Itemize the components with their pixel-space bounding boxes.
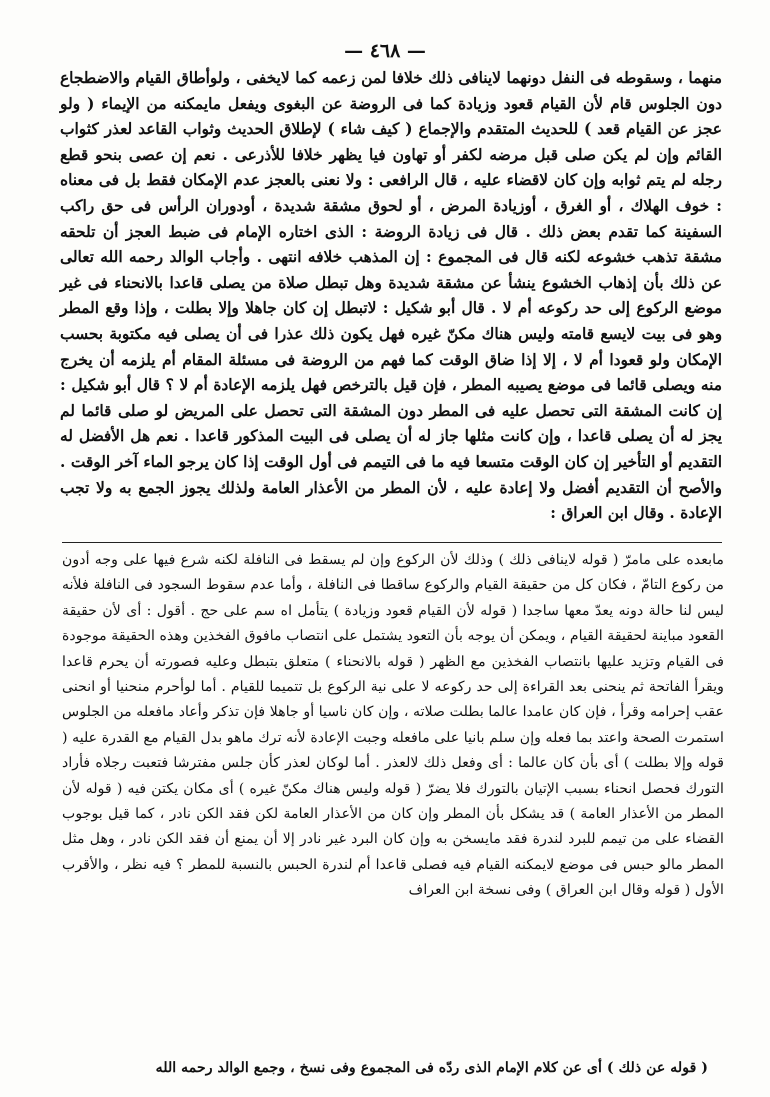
commentary-paragraph: مابعده على مامرّ ( قوله لاينافى ذلك ) وذلك لأن الركوع وإن لم يسقط فى النافلة لكنه شرع فيها على وجه أدون من ركوع التامّ ، فكان كل من حقيقة القيام والركوع ساقطا فى النافلة ، وأما عدم سقوط السجود فى النافلة فلأنه ليس لنا حالة دونه يعدّ معها ساجدا ( قوله لأن القيام قعود وزيادة ) يتأمل اه سم على حج . أقول : أى لأن حقيقة القعود مباينة لحقيقة القيام ، ويمكن أن يوجه بأن التعود يشتمل على انتصاب مافوق الفخذين وهذه الحقيقة موجودة فى القيام وتزيد عليها بانتصاب الفخذين مع الظهر ( قوله بالانحناء ) متعلق بتبطل وعليه فصورته أن يحرم قاعدا ويقرأ الفاتحة ثم ينحنى بعد القراءة إلى حد ركوعه لا على نية الركوع بل تتميما للقيام . أما لوأحرم منحنيا أو انحنى عقب إحرامه وقرأ ، فإن كان عامدا عالما بطلت صلاته ، وإن كان ناسيا أو جاهلا فإن تذكر وأعاد مافعله من الجلوس استمرت الصحة واعتد بما فعله وإن سلم بانيا على مافعله وجبت الإعادة لأنه ترك ماهو بدل القيام مع القدرة عليه ( قوله وإلا بطلت ) أى بأن كان عالما : أى وفعل ذلك لالعذر . أما لوكان لعذر كأن جلس مفترشا فتعبت رجلاه فأراد التورك فحصل انحناء بسبب الإتيان بالتورك فلا يضرّ ( قوله وليس هناك مكنّ غيره ) أى مكان يكتن فيه ( قوله لأن المطر من الأعذار العامة ) قد يشكل بأن المطر وإن كان من الأعذار العامة لكن فقد الكن نادر ، كما قيل بوجوب القضاء على من تيمم للبرد لندرة فقد مايسخن به وإن كان البرد غير نادر إلا أن يمنع أن فقد الكن نادر ، وهل مثل المطر مالو حبس فى موضع لايمكنه القيام فيه فصلى قاعدا أم لندرة الحبس بالنسبة للمطر ؟ فيه نظر ، والأقرب الأول ( قوله وقال ابن العراق ) وفى نسخة ابن العراف (62, 552, 724, 899)
main-text-paragraph: منهما ، وسقوطه فى النفل دونهما لاينافى ذلك خلافا لمن زعمه كما لايخفى ، ولوأطاق القيام والاضطجاع دون الجلوس قام لأن القيام قعود وزيادة كما فى الروضة عن البغوى ويفعل مايمكنه من الإيماء ( ولو عجز عن القيام قعد ) للحديث المتقدم والإجماع ( كيف شاء ) لإطلاق الحديث وثواب القاعد لعذر كثواب القائم وإن لم يكن صلى قبل مرضه لكفر أو تهاون فيا يظهر خلافا للأذرعى . نعم إن عصى بنحو قطع رجله لم يتم ثوابه وإن كان لاقضاء عليه ، قال الرافعى : ولا نعنى بالعجز عدم الإمكان فقط بل فى معناه : خوف الهلاك ، أو الغرق ، أوزيادة المرض ، أو لحوق مشقة شديدة ، أودوران الرأس فى حق راكب السفينة كما تقدم بعض ذلك . قال فى زيادة الروضة : الذى اختاره الإمام فى ضبط العجز أن تلحقه مشقة تذهب خشوعه لكنه قال فى المجموع : إن المذهب خلافه انتهى . وأجاب الوالد رحمه الله تعالى عن ذلك بأن إذهاب الخشوع ينشأ عن مشقة شديدة وهل تبطل صلاة من يصلى قاعدا بالانحناء فى غير موضع الركوع إلى حد ركوعه أم لا . قال أبو شكيل : لاتبطل إن كان جاهلا وإلا بطلت ، وإذا وقع المطر وهو فى بيت لايسع قامته وليس هناك مكنّ غيره فهل يكون ذلك عذرا فى أن يصلى فيه مكتوبة بحسب الإمكان ولو قعودا أم لا ، إلا إذا ضاق الوقت كما فهم من الروضة فى مسئلة المقام أم يلزمه أن يخرج منه ويصلى قائما فى موضع يصيبه المطر ، فإن قيل بالترخص فهل يلزمه الإعادة أم لا ؟ قال أبو شكيل : إن كانت المشقة التى تحصل عليه فى المطر دون المشقة التى تحصل على المريض لو صلى قائما لم يجز له أن يصلى قاعدا ، وإن كانت مثلها جاز له أن يصلى فى البيت المذكور قاعدا . نعم هل الأفضل له التقديم أو التأخير إن كان الوقت متسعا فيه ما فى التيمم فى أول الوقت إذا كان يرجو الماء آخر الوقت . والأصح أن التقديم أفضل ولا إعادة عليه ، لأن المطر من الأعذار العامة ولذلك يجوز الجمع به ولا تجب الإعادة . وقال ابن العراق : (60, 69, 722, 523)
commentary-block (62, 548, 724, 904)
main-text-block (60, 66, 722, 527)
page-number: — ٤٦٨ — (344, 40, 426, 62)
text-divider (62, 542, 722, 543)
footnote-line: ( قوله عن ذلك ) أى عن كلام الإمام الذى ردّه فى المجموع وفى نسخ ، وجمع الوالد رحمه الله (155, 1060, 708, 1076)
